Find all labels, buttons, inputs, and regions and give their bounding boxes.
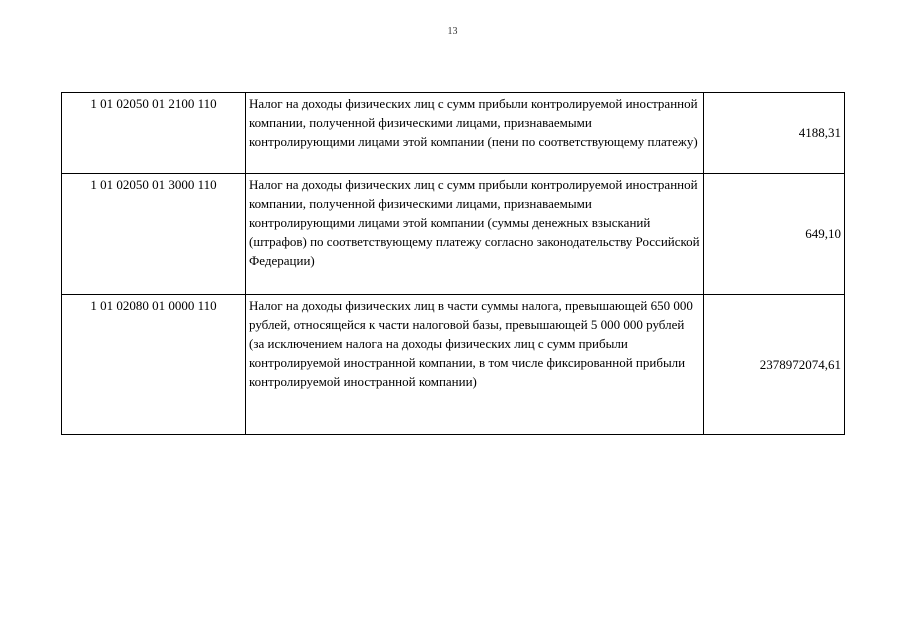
budget-code-cell: 1 01 02050 01 3000 110 [62,174,246,295]
budget-code-cell: 1 01 02080 01 0000 110 [62,295,246,435]
amount-cell: 2378972074,61 [704,295,845,435]
description-cell: Налог на доходы физических лиц в части суммы налога, превышающей 650 000 рублей, относящейся к части налоговой базы, превышающей 5 000 000 рублей (за исключением налога на доходы физических лиц с сумм прибыли контролируемой иностранной компании, в том числе фиксированной прибыли контролируемой иностранной компании) [246,295,704,435]
table-row [62,93,845,174]
amount-cell: 4188,31 [704,93,845,174]
budget-code-cell: 1 01 02050 01 2100 110 [62,93,246,174]
amount-cell: 649,10 [704,174,845,295]
description-cell: Налог на доходы физических лиц с сумм прибыли контролируемой иностранной компании, полученной физическими лицами, признаваемыми контролирующими лицами этой компании (пени по соответствующему платежу) [246,93,704,174]
description-cell: Налог на доходы физических лиц с сумм прибыли контролируемой иностранной компании, полученной физическими лицами, признаваемыми контролирующими лицами этой компании (суммы денежных взысканий (штрафов) по соответствующему платежу согласно законодательству Российской Федерации) [246,174,704,295]
page-number: 13 [447,26,458,37]
table-row [62,174,845,295]
budget-revenue-table [61,92,845,435]
table-row [62,295,845,435]
